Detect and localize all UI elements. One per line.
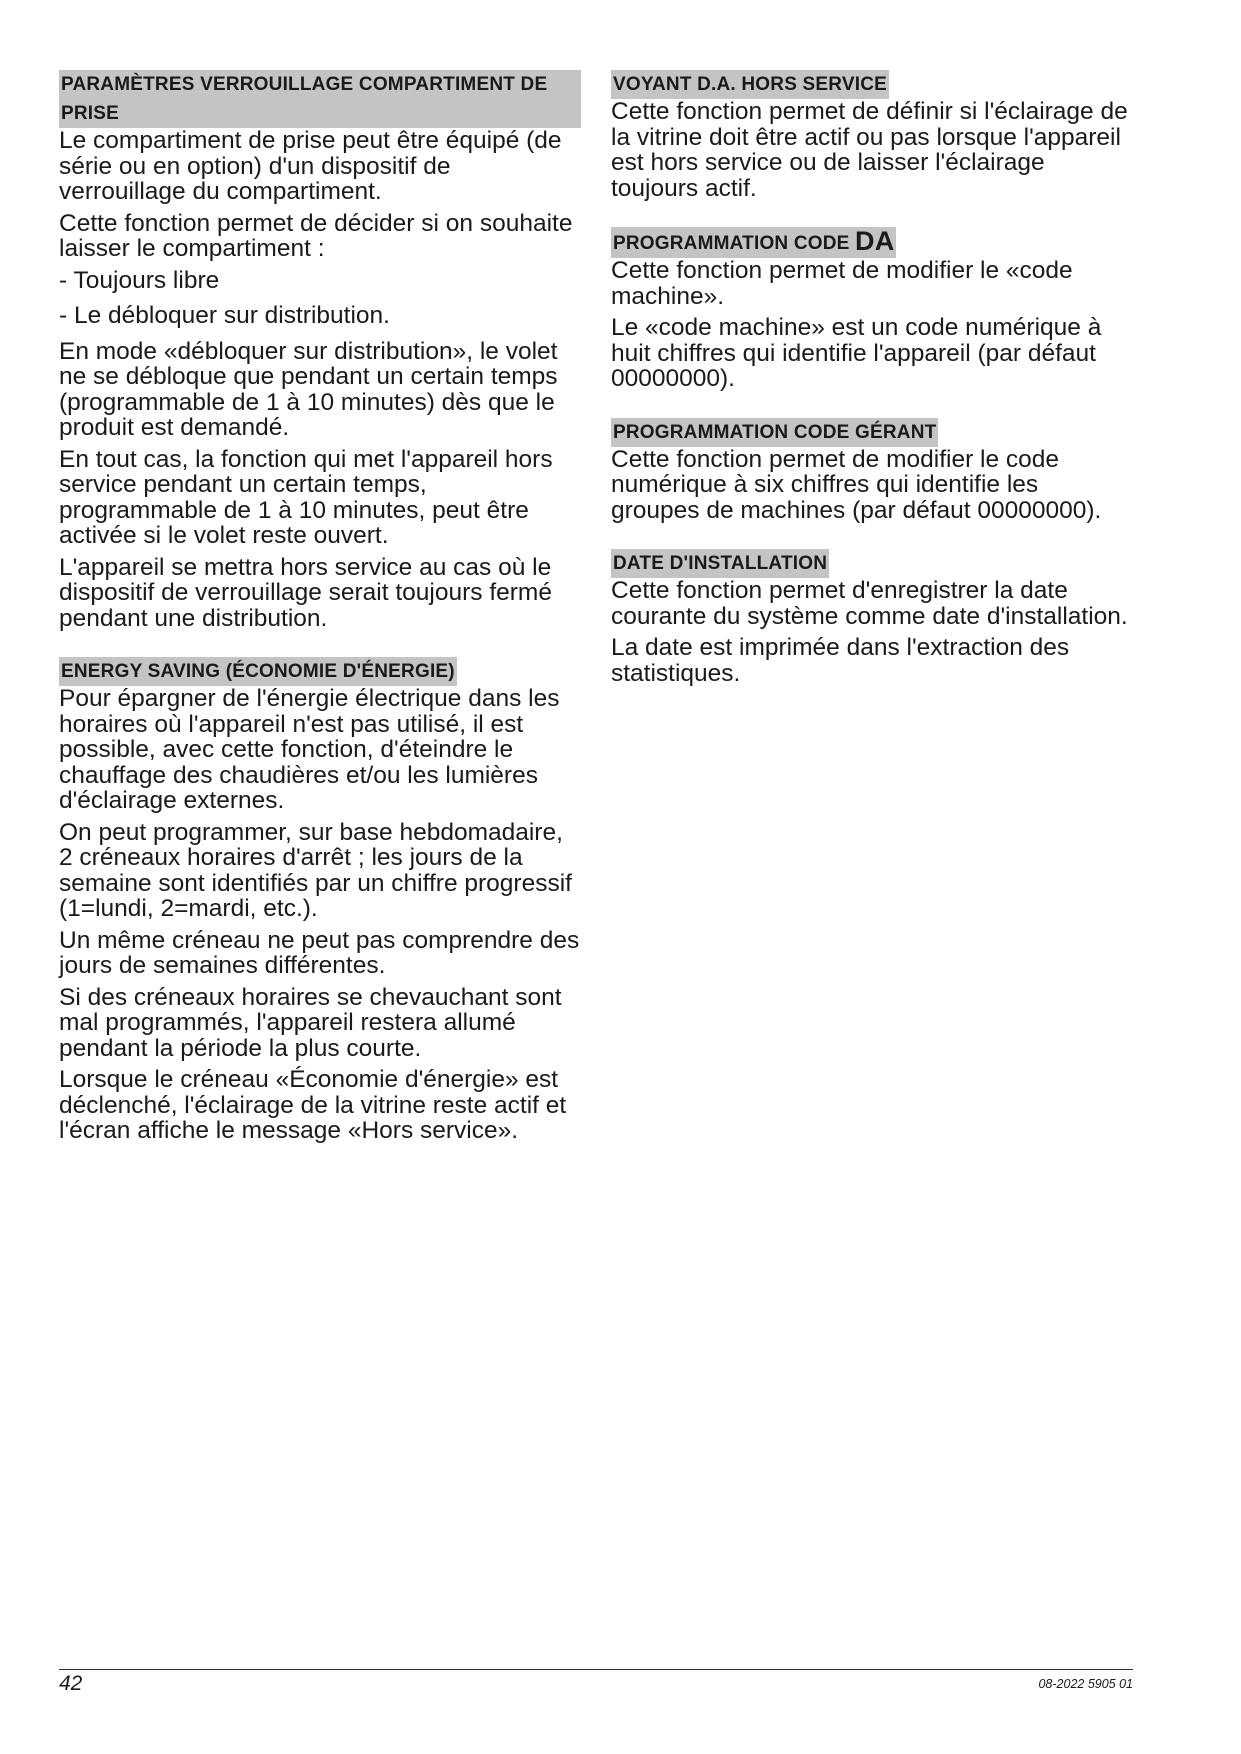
paragraph: Cette fonction permet de modifier le «code machine». bbox=[611, 257, 1073, 310]
section-heading: DATE D'INSTALLATION bbox=[611, 549, 829, 578]
section-energy-saving bbox=[59, 657, 581, 1144]
section-heading: PROGRAMMATION CODE GÉRANT bbox=[611, 418, 938, 447]
paragraph: En tout cas, la fonction qui met l'appareil hors service pendant un certain temps, programmable de 1 à 10 minutes, peut être activée si le volet reste ouvert. bbox=[59, 445, 553, 549]
paragraph: Un même créneau ne peut pas comprendre des jours de semaines différentes. bbox=[59, 926, 580, 979]
paragraph: Pour épargner de l'énergie électrique dans les horaires où l'appareil n'est pas utilisé, il est possible, avec cette fonction, d'éteindre le chauffage des chaudières et/ou les lumières d'éclairage externes. bbox=[59, 685, 560, 814]
section-da-code bbox=[611, 227, 1133, 392]
paragraph: Lorsque le créneau «Économie d'énergie» est déclenché, l'éclairage de la vitrine reste actif et l'écran affiche le message «Hors service». bbox=[59, 1066, 567, 1144]
section-install-date bbox=[611, 549, 1133, 686]
left-column bbox=[59, 70, 581, 1170]
paragraph: Cette fonction permet de décider si on souhaite laisser le compartiment : bbox=[59, 209, 573, 262]
list-item: - Le débloquer sur distribution. bbox=[59, 302, 390, 329]
list-item: - Toujours libre bbox=[59, 266, 220, 294]
section-heading bbox=[611, 227, 896, 258]
document-reference: 08-2022 5905 01 bbox=[1038, 1677, 1133, 1691]
section-compartment-lock bbox=[59, 70, 581, 631]
right-column bbox=[611, 70, 1133, 712]
paragraph: Le compartiment de prise peut être équipé (de série ou en option) d'un dispositif de verrouillage du compartiment. bbox=[59, 127, 562, 205]
paragraph: On peut programmer, sur base hebdomadaire, 2 créneaux horaires d'arrêt ; les jours de la semaine sont identifiés par un chiffre progressif (1=lundi, 2=mardi, etc.). bbox=[59, 818, 572, 922]
paragraph: Si des créneaux horaires se chevauchant sont mal programmés, l'appareil restera allumé pendant la période la plus courte. bbox=[59, 983, 562, 1062]
paragraph: Cette fonction permet de définir si l'éclairage de la vitrine doit être actif ou pas lorsque l'appareil est hors service ou de laisser l'éclairage toujours actif. bbox=[611, 98, 1128, 202]
heading-text-large: DA bbox=[855, 226, 895, 256]
section-manager-code bbox=[611, 418, 1133, 524]
paragraph: Cette fonction permet de modifier le code numérique à six chiffres qui identifie les groupes de machines (par défaut 00000000). bbox=[611, 445, 1102, 524]
paragraph: La date est imprimée dans l'extraction des statistiques. bbox=[611, 634, 1070, 687]
heading-text: PROGRAMMATION CODE bbox=[613, 233, 850, 254]
footer-divider bbox=[59, 1669, 1133, 1670]
section-heading: PARAMÈTRES VERROUILLAGE COMPARTIMENT DE PRISE bbox=[59, 70, 581, 128]
page-number: 42 bbox=[59, 1672, 83, 1695]
paragraph: Le «code machine» est un code numérique à huit chiffres qui identifie l'appareil (par défaut 00000000). bbox=[611, 314, 1102, 392]
paragraph: Cette fonction permet d'enregistrer la date courante du système comme date d'installation. bbox=[611, 577, 1128, 630]
section-heading: VOYANT D.A. HORS SERVICE bbox=[611, 70, 889, 99]
section-heading: ENERGY SAVING (ÉCONOMIE D'ÉNERGIE) bbox=[59, 657, 457, 686]
section-out-of-service-light bbox=[611, 70, 1133, 201]
paragraph: L'appareil se mettra hors service au cas où le dispositif de verrouillage serait toujours fermé pendant une distribution. bbox=[59, 553, 552, 632]
paragraph: En mode «débloquer sur distribution», le volet ne se débloque que pendant un certain temps (programmable de 1 à 10 minutes) dès que le produit est demandé. bbox=[59, 337, 558, 441]
